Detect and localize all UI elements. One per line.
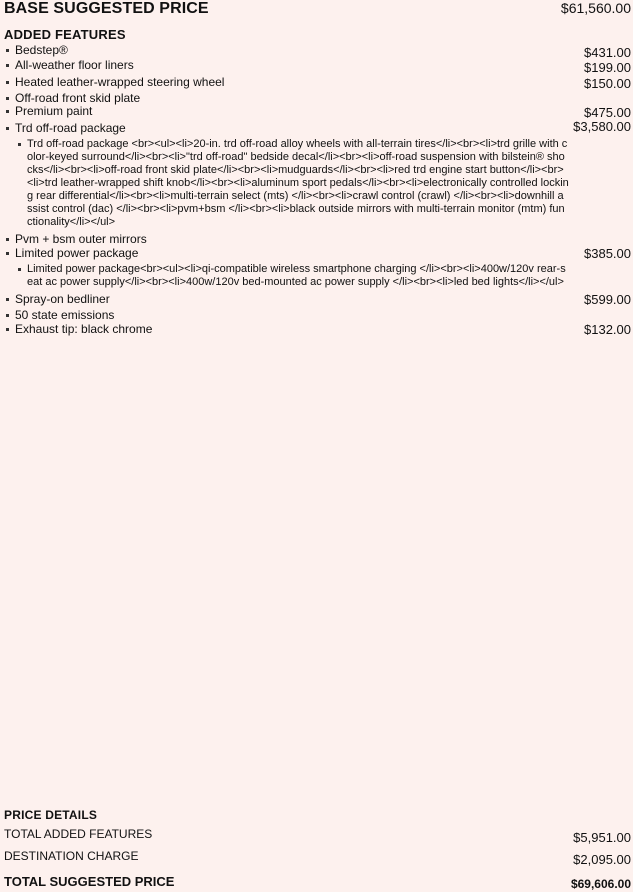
base-price-value: $61,560.00 [560, 0, 631, 16]
feature-price: $132.00 [584, 322, 631, 337]
feature-price: $475.00 [584, 105, 631, 120]
destination-row [4, 849, 631, 867]
feature-trd-offroad [4, 121, 631, 229]
destination-label: DESTINATION CHARGE [4, 849, 139, 863]
package-details-text: Trd off-road package <br><ul><li>20-in. trd off-road alloy wheels with all-terrain tires</li><br><li>trd grille with color-keyed surround</li><br><li>"trd off-road" bedside decal</li><br><li>off-road suspension with bilstein® shocks</li><br><li>off-road front skid plate</li><br><li>mudguards</li><br><li>red trd engine start button</li><br><li>trd leather-wrapped shift knob</li><br><li>aluminum sport pedals</li><br><li>electronically controlled locking rear differential</li><br><li>multi-terrain select (mts) </li><br><li>crawl control (crawl) </li><br><li>downhill assist control (dac) </li><br><li>pvm+bsm </li><br><li>black outside mirrors with multi-terrain monitor (mtm) functionality</li></ul> [27, 138, 569, 228]
feature-name: Premium paint [15, 104, 93, 118]
feature-name: Pvm + bsm outer mirrors [15, 232, 147, 246]
feature-floor-liners [4, 58, 631, 75]
package-details [4, 263, 631, 289]
feature-name: 50 state emissions [15, 308, 115, 322]
feature-skid-plate [4, 91, 631, 104]
total-suggested-value: $69,606.00 [570, 877, 631, 891]
package-details [4, 138, 631, 229]
feature-name: Exhaust tip: black chrome [15, 322, 153, 336]
sub-bullet-icon [18, 143, 21, 146]
feature-price: $150.00 [584, 76, 631, 91]
feature-pvm-bsm [4, 232, 631, 246]
feature-price: $3,580.00 [573, 119, 631, 134]
feature-exhaust-tip [4, 322, 631, 338]
total-added-label: TOTAL ADDED FEATURES [4, 827, 153, 841]
added-features-title: ADDED FEATURES [4, 27, 126, 42]
feature-limited-power [4, 246, 631, 289]
feature-name: Limited power package [15, 246, 139, 260]
total-suggested-label: TOTAL SUGGESTED PRICE [4, 874, 175, 889]
feature-name: Heated leather-wrapped steering wheel [15, 75, 225, 89]
package-details-text: Limited power package<br><ul><li>qi-compatible wireless smartphone charging </li><br><li>400w/120v rear-seat ac power supply</li><br><li>400w/120v bed-mounted ac power supply </li><br><li>led bed lights</li></ul> [27, 263, 566, 288]
feature-spray-bedliner [4, 292, 631, 308]
feature-premium-paint [4, 104, 631, 121]
total-added-row [4, 827, 631, 845]
sub-bullet-icon [18, 268, 21, 271]
feature-emissions [4, 308, 631, 322]
feature-price: $385.00 [584, 246, 631, 261]
feature-price: $599.00 [584, 292, 631, 307]
feature-steering-wheel [4, 75, 631, 91]
feature-name: Spray-on bedliner [15, 292, 110, 306]
feature-name: All-weather floor liners [15, 58, 134, 72]
features-list [4, 43, 631, 338]
feature-name: Trd off-road package [15, 121, 126, 135]
base-price-title: BASE SUGGESTED PRICE [4, 0, 209, 17]
feature-price: $199.00 [584, 60, 631, 75]
feature-name: Off-road front skid plate [15, 91, 141, 105]
feature-bedstep [4, 43, 631, 58]
base-price-row [4, 0, 631, 18]
destination-value: $2,095.00 [573, 852, 631, 867]
total-added-value: $5,951.00 [573, 830, 631, 845]
total-suggested-row [4, 874, 631, 892]
feature-price: $431.00 [584, 45, 631, 60]
feature-name: Bedstep® [15, 43, 68, 57]
price-details-title: PRICE DETAILS [4, 808, 98, 822]
